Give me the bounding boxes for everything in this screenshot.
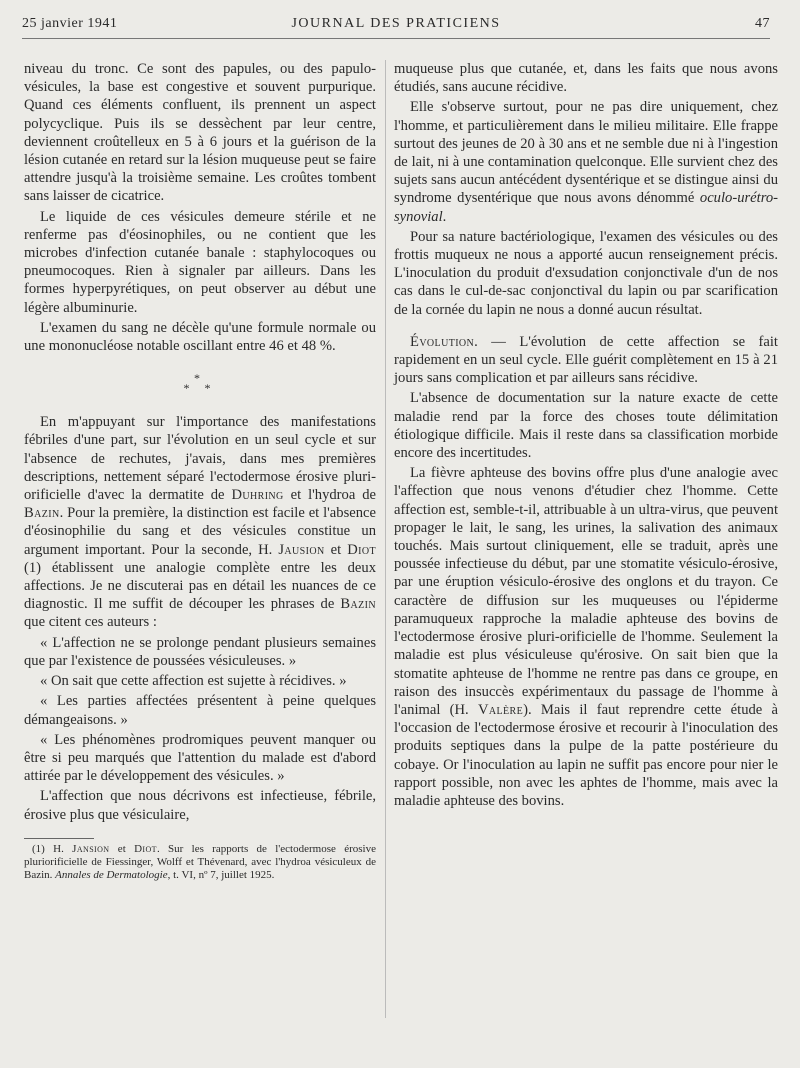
text-run: En m'appuyant sur l'importance des manifestations fébriles d'une part, sur l'évolution en un seul cycle et sur l'absence de rechutes, j'avais, dans mes premières descriptions, nettement séparé l'ectodermose érosive pluri-orificielle d'avec la dermatite de <box>24 414 376 504</box>
asterisk-bottom: * * <box>183 381 217 396</box>
paragraph <box>24 413 376 631</box>
text-run: et l'hydroa de <box>283 487 376 504</box>
text-run: . Pour la première, la distinction est facile et l'absence d'éosinophilie du sang et des vésicules constitue un argument important. Pour la seconde, H. <box>24 505 376 558</box>
text-run: ). Mais il faut reprendre cette étude à l'occasion de l'ectodermose érosive et recourir à l'inoculation des produits septiques dans la pulpe de la patte postérieure du cobaye. Or l'inoculation au lapin ne suffit pas encore pour nier le rapport possible, non avec les aphtes de l'homme, mais avec la maladie aphteuse des bovins. <box>394 701 778 809</box>
quotation: « Les phénomènes prodromiques peuvent manquer ou être si peu marqués que l'attention du malade est d'abord attirée par le développement des vésicules. » <box>24 731 376 785</box>
paragraph: L'examen du sang ne décèle qu'une formule normale ou une mononucléose notable oscillant entre 46 et 48 %. <box>24 319 376 355</box>
paragraph: Pour sa nature bactériologique, l'examen des vésicules ou des frottis muqueux ne nous a apporté aucun renseignement précis. L'inoculation du produit d'exsudation conjonctivale d'un de nos cas dans le cul-de-sac conjonctival du lapin ou par scarification de la cornée du lapin ne nous a donné aucun résultat. <box>394 228 778 318</box>
paragraph <box>394 333 778 388</box>
right-column <box>394 60 778 812</box>
author-name: Bazin <box>24 505 60 522</box>
text-run: et <box>324 541 348 558</box>
header-page-number: 47 <box>755 16 770 31</box>
left-column <box>24 60 376 882</box>
page-header <box>22 16 770 39</box>
paragraph: L'absence de documentation sur la nature exacte de cette maladie rend par la force des choses toute délimitation étiologique difficile. Mais il reste dans sa classification morbide encore des incertitudes. <box>394 390 778 462</box>
text-run: La fièvre aphteuse des bovins offre plus d'une analogie avec l'affection que nous venons d'étudier chez l'homme. Cette affection est, semble-t-il, attribuable à un ultra-virus, que peuvent propager le lait, le sang, les urines, la salivation des animaux touchés. Mais surtout cliniquement, elle se traduit, après une poussée infectieuse du début, par une stomatite vésiculo-érosive, par une éruption vésiculo-érosive des onglons et du trayon. Ce caractère de diffusion sur les muqueuses ou l'épiderme paramuqueux rapproche la maladie aphteuse des bovins de l'ectodermose érosive pluri-orificielle de l'homme. Seulement la maladie est plus vésiculeuse qu'érosive. On sait bien que la stomatite aphteuse de l'homme ne rentre pas dans ce groupe, en raison des insuccès expérimentaux du passage de l'homme à l'animal (H. <box>394 465 778 718</box>
header-journal-title: JOURNAL DES PRATICIENS <box>291 16 501 31</box>
footnote-rule <box>24 838 94 839</box>
author-name: Valère <box>477 701 524 718</box>
section-separator-asterisks <box>24 371 376 396</box>
paragraph <box>394 98 778 225</box>
column-divider <box>385 60 386 1018</box>
asterisk-top: * <box>194 371 206 386</box>
spacer <box>394 321 778 333</box>
author-name: Jausion <box>278 541 325 558</box>
author-name: Diot <box>134 842 157 855</box>
text-run: , t. VI, nº 7, juillet 1925. <box>167 868 275 881</box>
text-run: (1) H. <box>32 842 73 855</box>
author-name: Diot <box>347 541 376 558</box>
journal-title: Annales de Dermatologie <box>55 868 168 881</box>
text-run: (1) établissent une analogie complète entre les deux affections. Je ne discuterai pas en détail les nuances de ce diagnostic. Il me suffit de découper les phrases de <box>24 559 376 613</box>
paragraph: muqueuse plus que cutanée, et, dans les faits que nous avons étudiés, sans aucune récidive. <box>394 61 778 96</box>
author-name: Jansion <box>72 842 110 855</box>
author-name: Duhring <box>231 487 284 504</box>
paragraph: niveau du tronc. Ce sont des papules, ou des papulo-vésicules, la base est congestive et souvent purpurique. Quand ces éléments confluent, ils prennent un aspect polycyclique. Puis ils se dessèchent par leur centre, deviennent croûtelleux en 5 à 6 jours et la guérison de la lésion cutanée en retard sur la lésion muqueuse peut se faire attendre jusqu'à la troisième semaine. Les croûtes tombent sans laisser de cicatrice. <box>24 61 376 205</box>
header-date: 25 janvier 1941 <box>22 16 118 31</box>
paragraph: L'affection que nous décrivons est infectieuse, fébrile, érosive plus que vésiculaire, <box>24 788 376 823</box>
paragraph: Le liquide de ces vésicules demeure stérile et ne renferme pas d'éosinophiles, ou ne contient que les microbes d'infection cutanée banale : staphylocoques ou pneumocoques. Rien à signaler par ailleurs. Dans les formes hyperpyrétiques, on peut observer au début une légère albuminurie. <box>24 208 376 316</box>
footnote <box>24 843 376 882</box>
text-run: Elle s'observe surtout, pour ne pas dire uniquement, chez l'homme, et particulièrement dans le milieu militaire. Elle frappe surtout des jeunes de 20 à 30 ans et ne semble due ni à l'ingestion de lait, ni à une contamination quelconque. Elle survient chez des sujets sans aucun antécédent dysentérique et se distingue ainsi du syndrome dysentérique que nous avons dénommé <box>394 99 778 207</box>
emphasis: oculo-urétro-synovial <box>394 190 778 225</box>
text-run: . — L'évolution de cette affection se fait rapidement en un seul cycle. Elle guérit complètement en 15 à 21 jours sans complication et par ailleurs sans récidive. <box>394 333 778 387</box>
quotation: « Les parties affectées présentent à peine quelques démangeaisons. » <box>24 693 376 728</box>
paragraph <box>394 464 778 810</box>
text-run: et <box>109 842 135 855</box>
text-run: que citent ces auteurs : <box>24 614 157 631</box>
section-label: Évolution <box>410 333 475 350</box>
author-name: Bazin <box>340 596 376 613</box>
quotation: « On sait que cette affection est sujette à récidives. » <box>40 673 347 690</box>
text-run: . Sur les rapports de l'ectodermose érosive pluriorificielle de Fiessinger, Wolff et Thévenard, avec l'hydroa vésiculeux de Bazin. <box>24 842 376 881</box>
text-run: . <box>442 208 447 225</box>
quotation: « L'affection ne se prolonge pendant plusieurs semaines que par l'existence de poussées vésiculeuses. » <box>24 634 376 669</box>
